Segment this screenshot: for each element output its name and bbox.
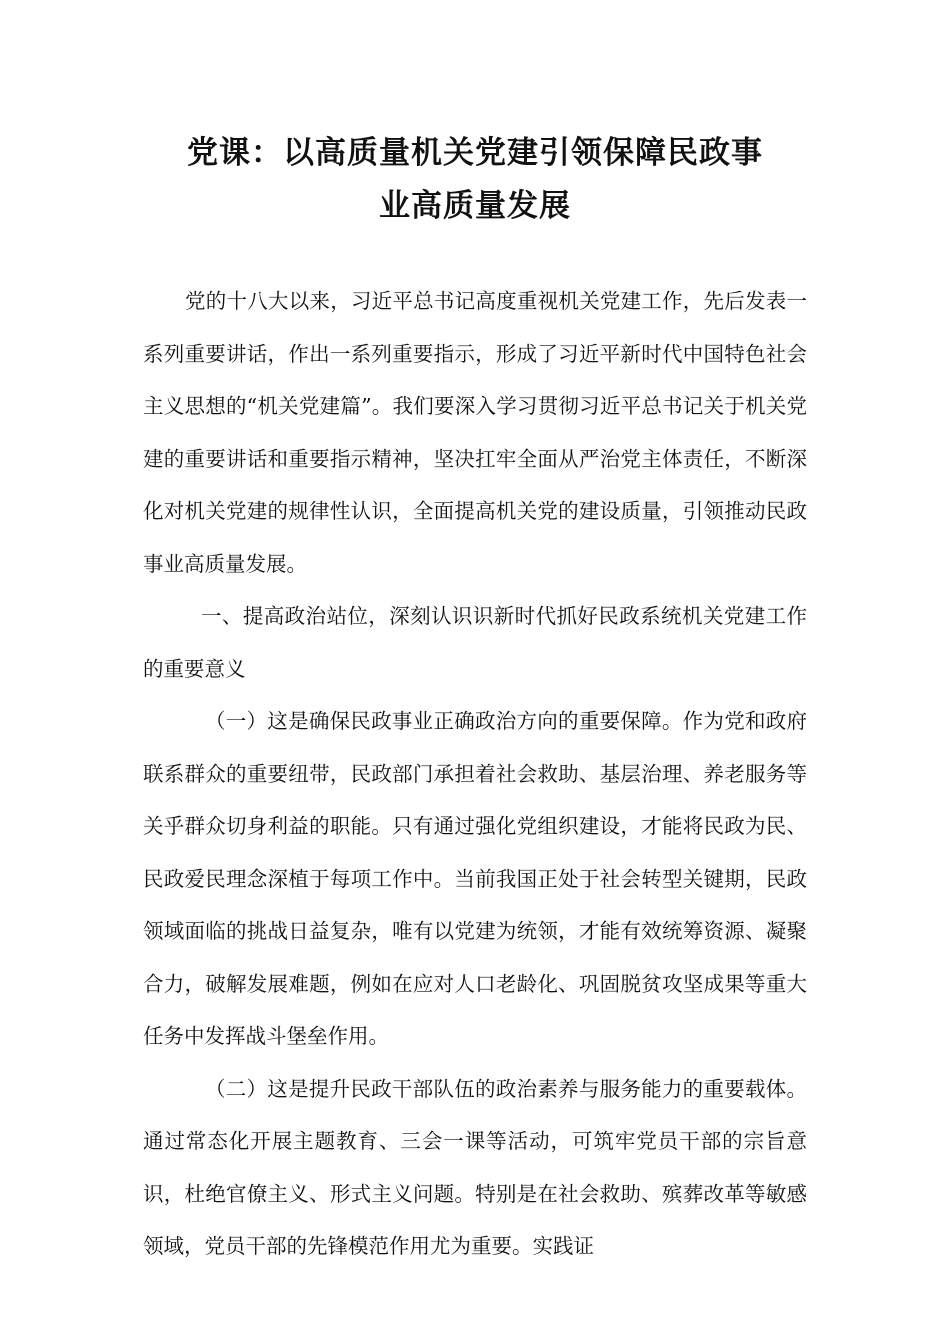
subsection-paragraph-2: （二）这是提升民政干部队伍的政治素养与服务能力的重要载体。通过常态化开展主题教育、三会一课等活动，可筑牢党员干部的宗旨意识，杜绝官僚主义、形式主义问题。特别是在社会救助、殡葬改革等敏感领域，党员干部的先锋模范作用尤为重要。实践证 bbox=[143, 1076, 807, 1258]
intro-paragraph: 党的十八大以来，习近平总书记高度重视机关党建工作，先后发表一系列重要讲话，作出一系列重要指示，形成了习近平新时代中国特色社会主义思想的“机关党建篇”。我们要深入学习贯彻习近平总书记关于机关党建的重要讲话和重要指示精神，坚决扛牢全面从严治党主体责任，不断深化对机关党建的规律性认识，全面提高机关党的建设质量，引领推动民政事业高质量发展。 bbox=[143, 289, 807, 576]
section-heading-1: 一、提高政治站位，深刻认识识新时代抓好民政系统机关党建工作的重要意义 bbox=[143, 604, 807, 681]
title-line-1: 党课：以高质量机关党建引领保障民政事 bbox=[187, 135, 763, 171]
document-body bbox=[143, 275, 807, 1273]
document-title bbox=[140, 127, 810, 233]
title-line-2: 业高质量发展 bbox=[379, 188, 571, 224]
subsection-paragraph-1: （一）这是确保民政事业正确政治方向的重要保障。作为党和政府联系群众的重要纽带，民政部门承担着社会救助、基层治理、养老服务等关乎群众切身利益的职能。只有通过强化党组织建设，才能将民政为民、民政爱民理念深植于每项工作中。当前我国正处于社会转型关键期，民政领域面临的挑战日益复杂，唯有以党建为统领，才能有效统筹资源、凝聚合力，破解发展难题，例如在应对人口老龄化、巩固脱贫攻坚成果等重大任务中发挥战斗堡垒作用。 bbox=[143, 709, 807, 1048]
